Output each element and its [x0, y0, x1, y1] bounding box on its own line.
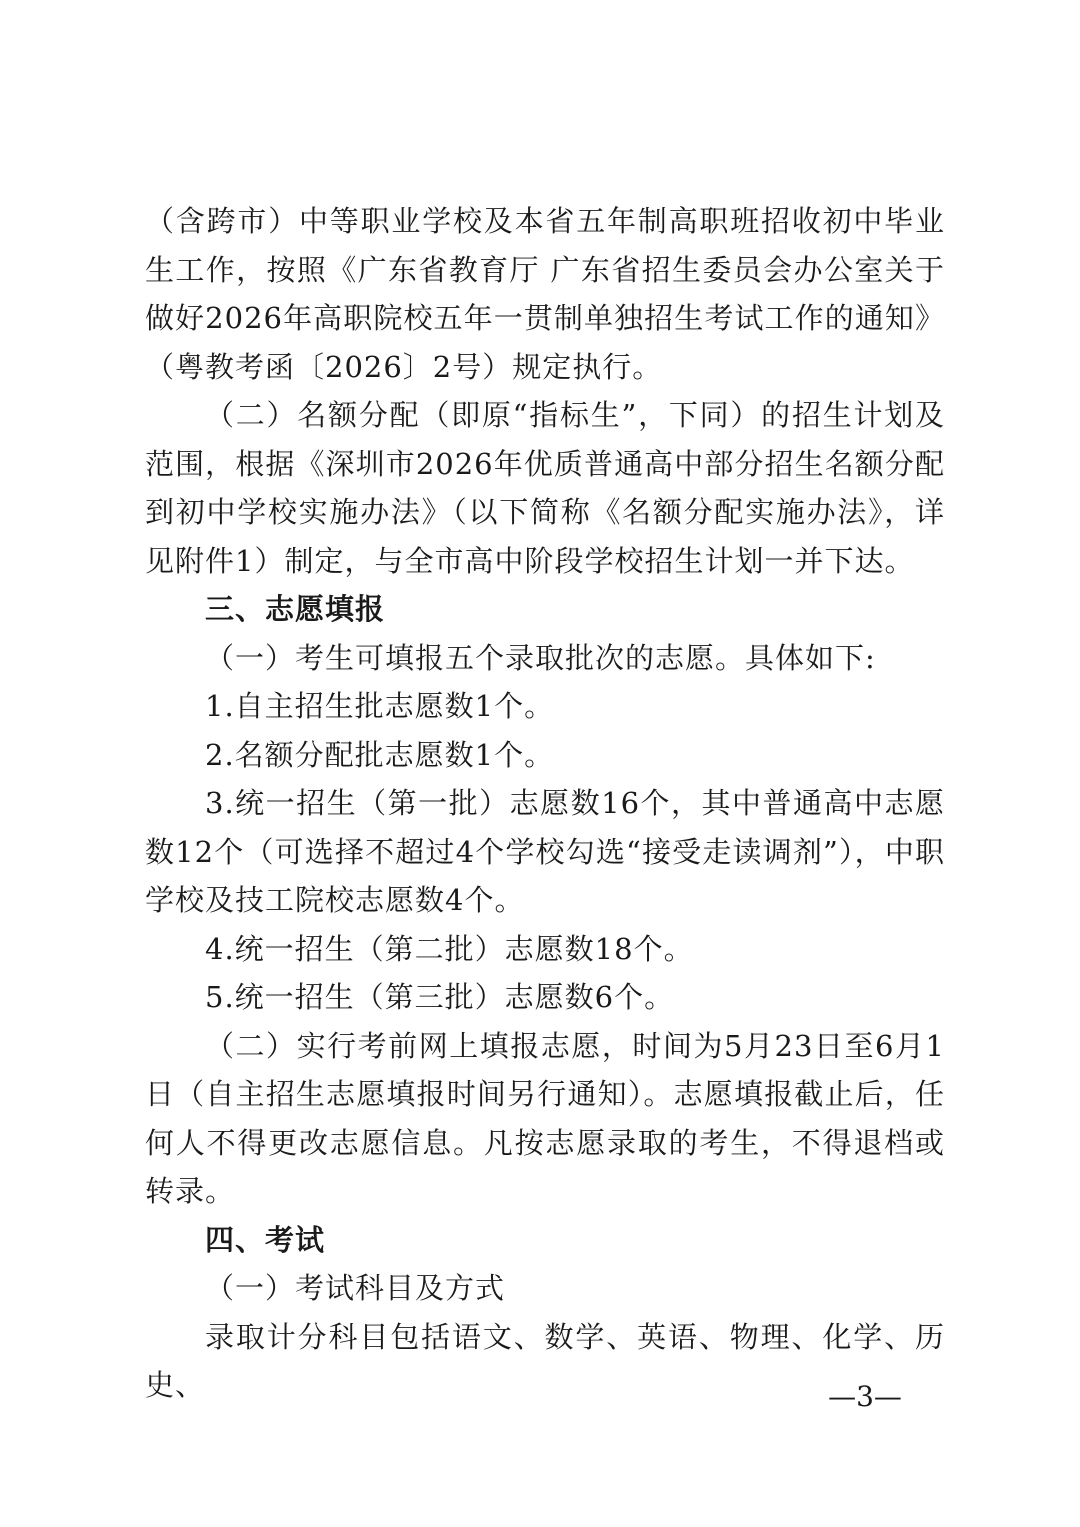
paragraph-five-batches: （一）考生可填报五个录取批次的志愿。具体如下:	[205, 640, 876, 675]
list-item-2: 2.名额分配批志愿数1个。	[205, 737, 555, 772]
section-heading-exam: 四、考试	[205, 1222, 326, 1257]
paragraph-online-filling: （二）实行考前网上填报志愿，时间为5月23日至6月1日（自主招生志愿填报时间另行通知）。志愿填报截止后，任何人不得更改志愿信息。凡按志愿录取的考生，不得退档或转录。	[145, 1028, 945, 1208]
document-body	[145, 197, 945, 1410]
page-number: —3—	[828, 1380, 902, 1413]
subheading-exam-subjects: （一）考试科目及方式	[205, 1271, 506, 1305]
paragraph-quota-allocation: （二）名额分配（即原“指标生”，下同）的招生计划及范围，根据《深圳市2026年优质普通高中部分招生名额分配到初中学校实施办法》（以下简称《名额分配实施办法》，详见附件1）制定，与全市高中阶段学校招生计划一并下达。	[145, 398, 945, 578]
paragraph-scoring-subjects: 录取计分科目包括语文、数学、英语、物理、化学、历史、	[145, 1319, 945, 1402]
list-item-1: 1.自主招生批志愿数1个。	[205, 689, 555, 723]
list-item-3: 3.统一招生（第一批）志愿数16个，其中普通高中志愿数12个（可选择不超过4个学校勾选“接受走读调剂”），中职学校及技工院校志愿数4个。	[145, 786, 945, 917]
list-item-4: 4.统一招生（第二批）志愿数18个。	[205, 931, 694, 966]
section-heading-volunteer-filling: 三、志愿填报	[205, 592, 386, 626]
paragraph-continuation: （含跨市）中等职业学校及本省五年制高职班招收初中毕业生工作，按照《广东省教育厅 广东省招生委员会办公室关于做好2026年高职院校五年一贯制单独招生考试工作的通知》（粤教考函〔2026〕2号）规定执行。	[145, 204, 945, 384]
list-item-5: 5.统一招生（第三批）志愿数6个。	[205, 980, 675, 1014]
